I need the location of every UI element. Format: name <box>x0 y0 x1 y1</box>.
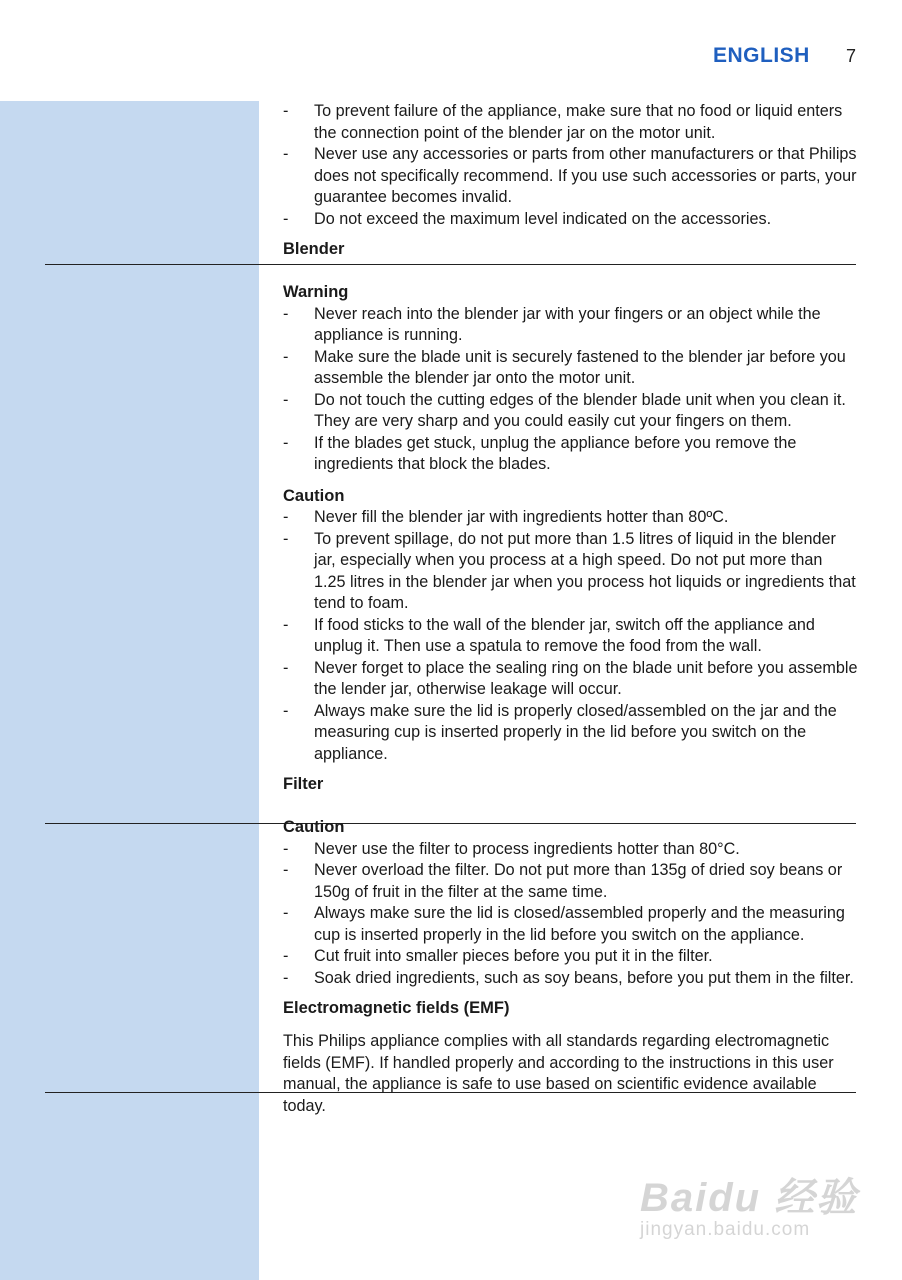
list-item: - Do not touch the cutting edges of the blender blade unit when you clean it. They are very sharp and you could easily cut your fingers on them. <box>283 390 858 433</box>
list-item: - Do not exceed the maximum level indicated on the accessories. <box>283 209 858 231</box>
blender-warning-list <box>283 304 858 476</box>
list-item: - Make sure the blade unit is securely fastened to the blender jar before you assemble the blender jar onto the motor unit. <box>283 347 858 390</box>
list-item: - Never use any accessories or parts from other manufacturers or that Philips does not specifically recommend. If you use such accessories or parts, your guarantee becomes invalid. <box>283 144 858 209</box>
blender-caution-title: Caution <box>283 486 345 505</box>
list-item: - Never fill the blender jar with ingredients hotter than 80ºC. <box>283 507 858 529</box>
list-item: - To prevent spillage, do not put more than 1.5 litres of liquid in the blender jar, especially when you process at a high speed. Do not put more than 1.25 litres in the blender jar when you process hot liquids or ingredients that tend to foam. <box>283 529 858 615</box>
section-title-filter: Filter <box>283 775 324 793</box>
watermark <box>640 1166 880 1241</box>
list-item: - Always make sure the lid is closed/assembled properly and the measuring cup is inserted properly in the lid before you switch on the appliance. <box>283 903 858 946</box>
page-number: 7 <box>846 46 857 66</box>
section-title-blender: Blender <box>283 240 345 258</box>
list-item: - Never use the filter to process ingredients hotter than 80°C. <box>283 839 858 861</box>
list-item: - Never forget to place the sealing ring on the blade unit before you assemble the lender jar, otherwise leakage will occur. <box>283 658 858 701</box>
list-item: - To prevent failure of the appliance, make sure that no food or liquid enters the connection point of the blender jar on the motor unit. <box>283 101 858 144</box>
intro-list <box>283 101 858 230</box>
emf-paragraph: This Philips appliance complies with all standards regarding electromagnetic fields (EMF). If handled properly and according to the instructions in this user manual, the appliance is safe to use based on scientific evidence available today. <box>283 1032 834 1115</box>
language-label: ENGLISH <box>713 44 810 67</box>
list-item: - Cut fruit into smaller pieces before you put it in the filter. <box>283 946 858 968</box>
section-title-emf: Electromagnetic fields (EMF) <box>283 999 510 1017</box>
list-item: - Soak dried ingredients, such as soy beans, before you put them in the filter. <box>283 968 858 990</box>
watermark-logo: Baidu 经验 <box>640 1176 859 1220</box>
list-item: - If the blades get stuck, unplug the appliance before you remove the ingredients that block the blades. <box>283 433 858 476</box>
list-item: - Never overload the filter. Do not put more than 135g of dried soy beans or 150g of fruit in the filter at the same time. <box>283 860 858 903</box>
list-item: - Always make sure the lid is properly closed/assembled on the jar and the measuring cup is inserted properly in the lid before you switch on the appliance. <box>283 701 858 766</box>
list-item: - Never reach into the blender jar with your fingers or an object while the appliance is running. <box>283 304 858 347</box>
watermark-url: jingyan.baidu.com <box>640 1219 811 1240</box>
filter-caution-list <box>283 839 858 990</box>
filter-caution-title: Caution <box>283 818 345 836</box>
list-item: - If food sticks to the wall of the blender jar, switch off the appliance and unplug it. Then use a spatula to remove the food from the wall. <box>283 615 858 658</box>
sidebar-band <box>0 101 259 1280</box>
blender-warning-title: Warning <box>283 283 349 301</box>
blender-caution-list <box>283 507 858 765</box>
page-content <box>283 101 858 1117</box>
